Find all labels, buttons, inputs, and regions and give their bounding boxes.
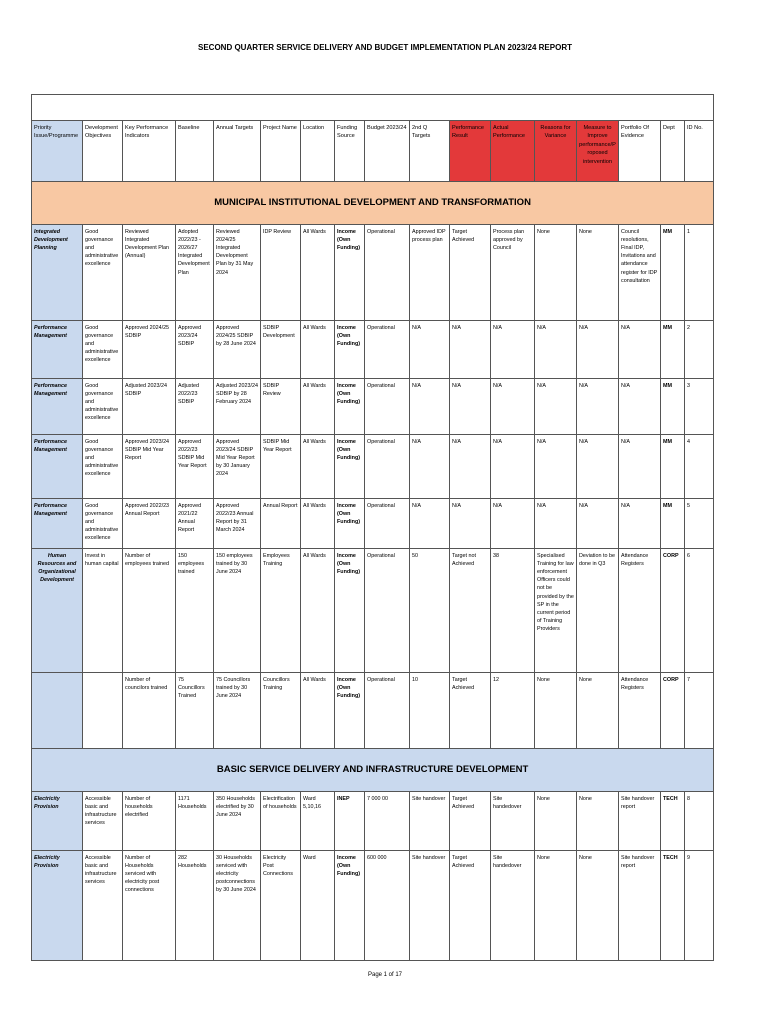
table-cell: MM (661, 435, 685, 499)
table-cell: N/A (619, 435, 661, 499)
table-cell: N/A (491, 379, 535, 435)
table-cell: N/A (577, 321, 619, 379)
table-cell: Attendance Registers (619, 673, 661, 749)
table-cell: Good governance and administrative excellence (83, 435, 123, 499)
sdbip-table (31, 94, 714, 961)
table-cell: MM (661, 321, 685, 379)
table-row (32, 851, 714, 961)
table-cell: N/A (619, 499, 661, 549)
table-cell: Good governance and administrative excellence (83, 499, 123, 549)
table-cell: Approved 2023/24 SDBIP Mid Year Report by 30 January 2024 (214, 435, 261, 499)
table-cell: Approved IDP process plan (410, 225, 450, 321)
table-row (32, 673, 714, 749)
table-row (32, 435, 714, 499)
table-row (32, 379, 714, 435)
table-cell: Electricity Post Connections (261, 851, 301, 961)
table-cell: 10 (410, 673, 450, 749)
section-header (32, 749, 714, 792)
table-cell: N/A (577, 499, 619, 549)
table-cell: Councillors Training (261, 673, 301, 749)
document-title: SECOND QUARTER SERVICE DELIVERY AND BUDGET IMPLEMENTATION PLAN 2023/24 REPORT (198, 43, 572, 52)
table-cell: N/A (535, 499, 577, 549)
table-cell: N/A (491, 321, 535, 379)
table-cell: 1 (685, 225, 714, 321)
table-cell: All Wards (301, 673, 335, 749)
table-cell: Performance Management (32, 379, 83, 435)
table-cell: None (535, 225, 577, 321)
table-cell: N/A (410, 321, 450, 379)
table-cell: Income (Own Funding) (335, 225, 365, 321)
table-cell: Income (Own Funding) (335, 851, 365, 961)
table-cell: None (577, 225, 619, 321)
table-cell: N/A (535, 379, 577, 435)
table-cell: Approved 2023/24 SDBIP (176, 321, 214, 379)
table-cell: Good governance and administrative excellence (83, 321, 123, 379)
table-cell: INEP (335, 792, 365, 851)
table-cell: Approved 2022/23 SDBIP Mid Year Report (176, 435, 214, 499)
column-header: Dept (661, 121, 685, 182)
table-cell: SDBIP Development (261, 321, 301, 379)
table-cell: N/A (577, 379, 619, 435)
table-row (32, 321, 714, 379)
table-cell: N/A (450, 321, 491, 379)
table-cell: N/A (619, 321, 661, 379)
table-row (32, 225, 714, 321)
table-cell: IDP Review (261, 225, 301, 321)
table-cell: Income (Own Funding) (335, 379, 365, 435)
table-cell: Human Resources and Organizational Development (32, 549, 83, 673)
table-cell: Operational (365, 499, 410, 549)
table-cell: Annual Report (261, 499, 301, 549)
column-header: Priority Issue/Programme (32, 121, 83, 182)
table-cell: Target Achieved (450, 225, 491, 321)
table-cell: 50 (410, 549, 450, 673)
table-cell: Electrification of households (261, 792, 301, 851)
table-cell: Integrated Development Planning (32, 225, 83, 321)
table-cell: 75 Councillors Trained (176, 673, 214, 749)
table-cell: None (577, 851, 619, 961)
table-cell: 30 Households serviced with electricity postconnections by 30 June 2024 (214, 851, 261, 961)
column-header: Budget 2023/24 (365, 121, 410, 182)
table-cell: Electricity Provision (32, 851, 83, 961)
table-cell: N/A (535, 321, 577, 379)
table-cell: Performance Management (32, 321, 83, 379)
column-header: ID No. (685, 121, 714, 182)
column-header: 2nd Q Targets (410, 121, 450, 182)
table-cell: Performance Management (32, 435, 83, 499)
header-row (32, 121, 714, 182)
table-cell: Adjusted 2023/24 SDBIP by 28 February 2024 (214, 379, 261, 435)
table-cell: Target not Achieved (450, 549, 491, 673)
table-cell: Operational (365, 379, 410, 435)
table-cell: Good governance and administrative excellence (83, 379, 123, 435)
column-header: Baseline (176, 121, 214, 182)
table-cell: Good governance and administrative excellence (83, 225, 123, 321)
table-cell: 8 (685, 792, 714, 851)
table-cell: CORP (661, 549, 685, 673)
table-cell: Accessible basic and infrastructure services (83, 792, 123, 851)
table-cell: All Wards (301, 321, 335, 379)
table-cell: Site handedover (491, 851, 535, 961)
section-title: MUNICIPAL INSTITUTIONAL DEVELOPMENT AND TRANSFORMATION (32, 182, 714, 225)
section-title: BASIC SERVICE DELIVERY AND INFRASTRUCTURE DEVELOPMENT (32, 749, 714, 792)
table-cell: 7 000 00 (365, 792, 410, 851)
table-cell: Adjusted 2023/24 SDBIP (123, 379, 176, 435)
table-cell: Income (Own Funding) (335, 499, 365, 549)
table-cell: Income (Own Funding) (335, 673, 365, 749)
table-cell (83, 673, 123, 749)
table-cell: N/A (491, 499, 535, 549)
table-cell: Reviewed 2024/25 Integrated Development Plan by 31 May 2024 (214, 225, 261, 321)
table-cell: 9 (685, 851, 714, 961)
table-cell: None (577, 792, 619, 851)
table-cell: All Wards (301, 435, 335, 499)
table-cell: All Wards (301, 549, 335, 673)
table-cell: 1171 Households (176, 792, 214, 851)
table-cell: N/A (619, 379, 661, 435)
table-cell: Council resolutions, Final IDP, Invitations and attendance register for IDP consultation (619, 225, 661, 321)
table-cell: N/A (450, 499, 491, 549)
column-header: Reasons for Variance (535, 121, 577, 182)
table-cell: Adopted 2022/23 - 2026/27 Integrated Development Plan (176, 225, 214, 321)
table-cell: Income (Own Funding) (335, 435, 365, 499)
table-cell: Target Achieved (450, 673, 491, 749)
table-cell: Operational (365, 549, 410, 673)
column-header: Actual Performance (491, 121, 535, 182)
column-header: Portfolio Of Evidence (619, 121, 661, 182)
table-cell: Approved 2023/24 SDBIP Mid Year Report (123, 435, 176, 499)
table-cell: CORP (661, 673, 685, 749)
blank-row (32, 95, 714, 121)
table-cell: Target Achieved (450, 851, 491, 961)
table-cell: N/A (450, 379, 491, 435)
table-cell: Specialised Training for law enforcement Officers could not be provided by the SP in the current period of Training Providers (535, 549, 577, 673)
table-cell: Process plan approved by Council (491, 225, 535, 321)
table-cell: Site handover (410, 792, 450, 851)
table-cell: Adjusted 2022/23 SDBIP (176, 379, 214, 435)
table-cell: Reviewed Integrated Development Plan (Annual) (123, 225, 176, 321)
table-cell: 150 employees trained (176, 549, 214, 673)
table-cell: Income (Own Funding) (335, 321, 365, 379)
table-cell: Approved 2021/22 Annual Report (176, 499, 214, 549)
table-cell: 5 (685, 499, 714, 549)
table-cell: None (535, 851, 577, 961)
table-cell: Approved 2022/23 Annual Report (123, 499, 176, 549)
table-cell: MM (661, 225, 685, 321)
table-cell: Number of councilors trained (123, 673, 176, 749)
table-cell: None (535, 673, 577, 749)
table-row (32, 499, 714, 549)
column-header: Funding Source (335, 121, 365, 182)
table-cell: Site handedover (491, 792, 535, 851)
table-cell (32, 673, 83, 749)
table-cell: 2 (685, 321, 714, 379)
table-cell: All Wards (301, 225, 335, 321)
table-cell: SDBIP Review (261, 379, 301, 435)
table-cell: TECH (661, 792, 685, 851)
table-cell: Accessible basic and infrastructure services (83, 851, 123, 961)
table-row (32, 792, 714, 851)
table-cell: Operational (365, 321, 410, 379)
table-cell: SDBIP Mid Year Report (261, 435, 301, 499)
table-cell: N/A (410, 435, 450, 499)
table-cell: N/A (410, 499, 450, 549)
table-cell: 7 (685, 673, 714, 749)
table-cell: Deviation to be done in Q3 (577, 549, 619, 673)
table-cell: Approved 2022/23 Annual Report by 31 March 2024 (214, 499, 261, 549)
table-row (32, 549, 714, 673)
table-cell: Income (Own Funding) (335, 549, 365, 673)
column-header: Project Name (261, 121, 301, 182)
section-header (32, 182, 714, 225)
table-cell: N/A (410, 379, 450, 435)
table-cell: 350 Households electrified by 30 June 2024 (214, 792, 261, 851)
table-cell: N/A (577, 435, 619, 499)
table-cell: MM (661, 379, 685, 435)
table-cell: Site handover (410, 851, 450, 961)
table-cell: Site handover report (619, 851, 661, 961)
table-cell: 4 (685, 435, 714, 499)
table-cell: Site handover report (619, 792, 661, 851)
table-cell: 600 000 (365, 851, 410, 961)
table-cell: Operational (365, 225, 410, 321)
table-cell: Approved 2024/25 SDBIP by 28 June 2024 (214, 321, 261, 379)
table-cell: None (535, 792, 577, 851)
table-cell: 75 Councillors trained by 30 June 2024 (214, 673, 261, 749)
table-cell: Operational (365, 435, 410, 499)
table-cell: None (577, 673, 619, 749)
table-cell: Attendance Registers (619, 549, 661, 673)
column-header: Annual Targets (214, 121, 261, 182)
table-cell: Employees Training (261, 549, 301, 673)
table-cell: 150 employees trained by 30 June 2024 (214, 549, 261, 673)
table-cell: 38 (491, 549, 535, 673)
table-cell: Number of households electrified (123, 792, 176, 851)
table-cell: Ward 5,10,16 (301, 792, 335, 851)
table-cell: 3 (685, 379, 714, 435)
table-cell: Invest in human capital (83, 549, 123, 673)
table-cell: 6 (685, 549, 714, 673)
table-cell: Performance Management (32, 499, 83, 549)
column-header: Location (301, 121, 335, 182)
table-cell: N/A (535, 435, 577, 499)
page-number: Page 1 of 17 (367, 972, 403, 978)
column-header: Measure to Improve performance/Proposed intervention (577, 121, 619, 182)
table-cell: N/A (491, 435, 535, 499)
table-cell: Target Achieved (450, 792, 491, 851)
table-cell: N/A (450, 435, 491, 499)
table-cell: Operational (365, 673, 410, 749)
table-cell: MM (661, 499, 685, 549)
table-cell: Electricity Provision (32, 792, 83, 851)
table-cell: All Wards (301, 499, 335, 549)
column-header: Performance Result (450, 121, 491, 182)
table-cell: All Wards (301, 379, 335, 435)
column-header: Key Performance Indicators (123, 121, 176, 182)
table-cell: 282 Households (176, 851, 214, 961)
table-cell: TECH (661, 851, 685, 961)
table-cell: 12 (491, 673, 535, 749)
table-cell: Ward (301, 851, 335, 961)
table-cell: Number of employees trained (123, 549, 176, 673)
table-cell: Number of Households serviced with electricity post connections (123, 851, 176, 961)
column-header: Development Objectives (83, 121, 123, 182)
table-cell: Approved 2024/25 SDBIP (123, 321, 176, 379)
